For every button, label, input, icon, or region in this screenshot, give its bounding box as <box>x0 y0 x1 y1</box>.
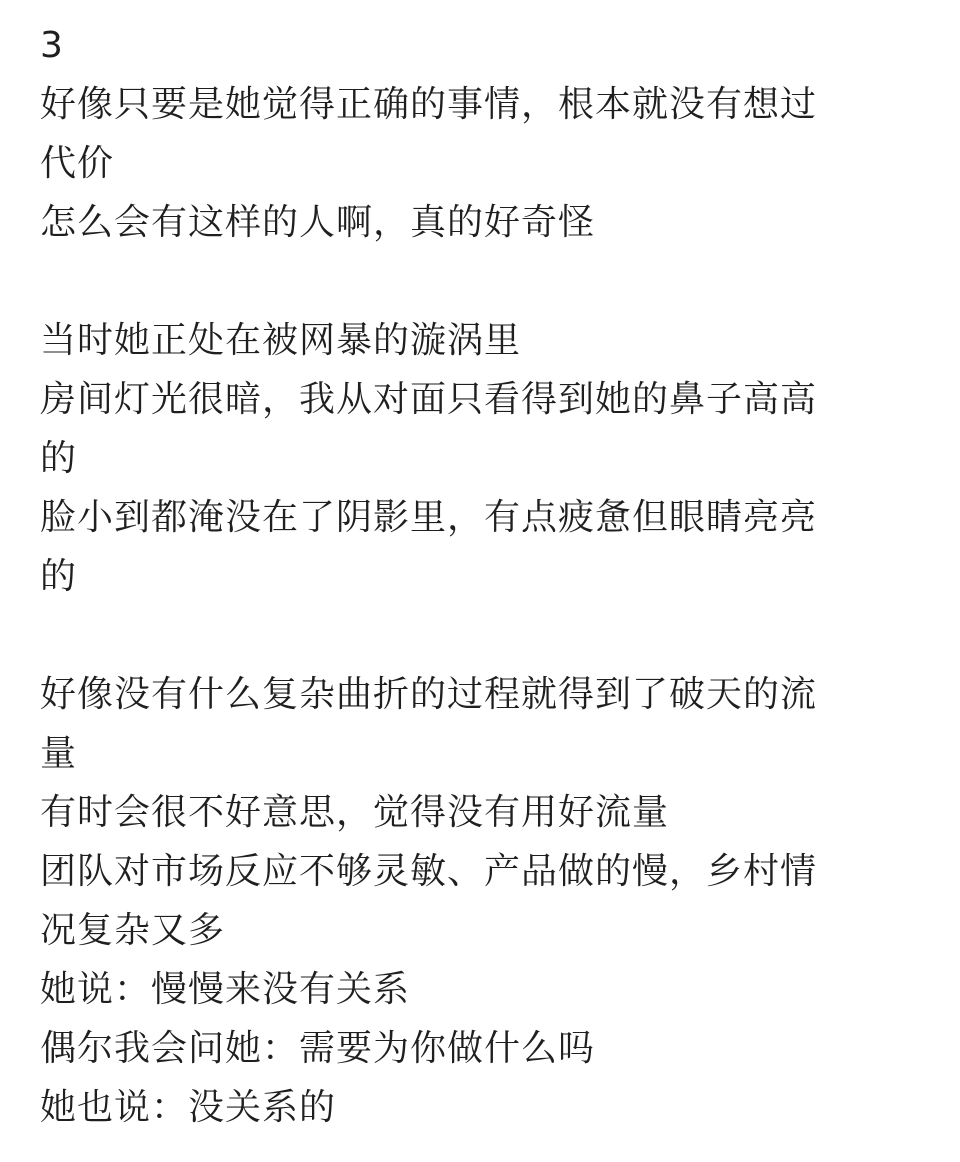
text-line: 的 <box>40 438 78 479</box>
text-line: 房间灯光很暗，我从对面只看得到她的鼻子高高 <box>40 379 818 420</box>
paragraph-3 <box>40 665 930 1137</box>
text-line: 偶尔我会问她：需要为你做什么吗 <box>40 1028 596 1069</box>
text-line: 况复杂又多 <box>40 910 226 951</box>
text-line: 好像没有什么复杂曲折的过程就得到了破天的流 <box>40 674 818 715</box>
text-line: 的 <box>40 556 78 597</box>
text-line: 脸小到都淹没在了阴影里，有点疲惫但眼睛亮亮 <box>40 497 818 538</box>
paragraph-2 <box>40 311 930 606</box>
text-line: 她也说：没关系的 <box>40 1087 337 1128</box>
text-line: 团队对市场反应不够灵敏、产品做的慢，乡村情 <box>40 851 818 892</box>
text-line: 代价 <box>40 143 115 184</box>
text-line: 有时会很不好意思，觉得没有用好流量 <box>40 792 670 833</box>
paragraph-spacer <box>40 252 930 311</box>
text-line: 量 <box>40 733 78 774</box>
paragraph-1 <box>40 75 930 252</box>
text-line: 好像只要是她觉得正确的事情，根本就没有想过 <box>40 84 818 125</box>
section-number: 3 <box>40 25 64 66</box>
text-line: 当时她正处在被网暴的漩涡里 <box>40 320 522 361</box>
paragraph-spacer <box>40 606 930 665</box>
document-body <box>40 16 930 1137</box>
text-line: 怎么会有这样的人啊，真的好奇怪 <box>40 202 596 243</box>
text-line: 她说：慢慢来没有关系 <box>40 969 411 1010</box>
